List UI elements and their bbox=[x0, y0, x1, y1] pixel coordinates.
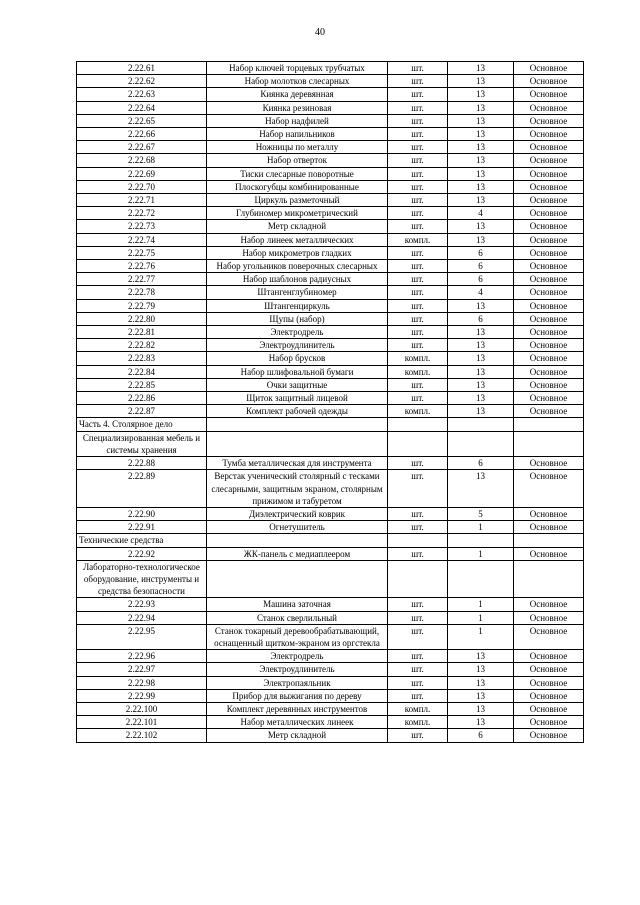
table-row bbox=[77, 194, 584, 207]
item-name-cell: Набор шлифовальной бумаги bbox=[207, 365, 388, 378]
item-name-cell: Набор линеек металлических bbox=[207, 233, 388, 246]
category-cell: Основное bbox=[514, 299, 584, 312]
category-cell: Основное bbox=[514, 167, 584, 180]
item-name-cell: Комплект рабочей одежды bbox=[207, 405, 388, 418]
item-number-cell: 2.22.86 bbox=[77, 392, 207, 405]
category-cell: Основное bbox=[514, 246, 584, 259]
quantity-cell: 13 bbox=[448, 352, 514, 365]
quantity-cell: 13 bbox=[448, 339, 514, 352]
item-number-cell: 2.22.67 bbox=[77, 141, 207, 154]
item-number-cell: 2.22.77 bbox=[77, 273, 207, 286]
table-row bbox=[77, 676, 584, 689]
category-cell: Основное bbox=[514, 180, 584, 193]
table-row bbox=[77, 101, 584, 114]
table-row bbox=[77, 729, 584, 742]
category-cell: Основное bbox=[514, 326, 584, 339]
table-row bbox=[77, 624, 584, 649]
unit-cell: шт. bbox=[388, 101, 448, 114]
category-cell: Основное bbox=[514, 352, 584, 365]
category-cell: Основное bbox=[514, 62, 584, 75]
quantity-cell: 13 bbox=[448, 299, 514, 312]
table-row bbox=[77, 392, 584, 405]
quantity-cell: 6 bbox=[448, 246, 514, 259]
category-cell: Основное bbox=[514, 507, 584, 520]
item-name-cell: Набор отверток bbox=[207, 154, 388, 167]
empty-cell bbox=[207, 560, 388, 598]
category-cell: Основное bbox=[514, 611, 584, 624]
item-number-cell: 2.22.71 bbox=[77, 194, 207, 207]
empty-cell bbox=[388, 431, 448, 456]
unit-cell: шт. bbox=[388, 312, 448, 325]
section-heading: Специализированная мебель и системы хранения bbox=[77, 431, 207, 456]
item-number-cell: 2.22.68 bbox=[77, 154, 207, 167]
table-row bbox=[77, 339, 584, 352]
item-name-cell: Набор брусков bbox=[207, 352, 388, 365]
item-number-cell: 2.22.73 bbox=[77, 220, 207, 233]
unit-cell: шт. bbox=[388, 457, 448, 470]
quantity-cell: 6 bbox=[448, 457, 514, 470]
item-number-cell: 2.22.70 bbox=[77, 180, 207, 193]
unit-cell: шт. bbox=[388, 194, 448, 207]
empty-cell bbox=[207, 418, 388, 431]
empty-cell bbox=[388, 418, 448, 431]
quantity-cell: 4 bbox=[448, 286, 514, 299]
table-row bbox=[77, 260, 584, 273]
quantity-cell: 1 bbox=[448, 598, 514, 611]
item-number-cell: 2.22.63 bbox=[77, 88, 207, 101]
item-name-cell: Верстак ученический столярный с тесками слесарными, защитным экраном, столярным прижимом и табуретом bbox=[207, 470, 388, 508]
part-heading: Часть 4. Столярное дело bbox=[77, 418, 207, 431]
item-number-cell: 2.22.81 bbox=[77, 326, 207, 339]
unit-cell: шт. bbox=[388, 286, 448, 299]
item-name-cell: Метр складной bbox=[207, 220, 388, 233]
unit-cell: шт. bbox=[388, 378, 448, 391]
quantity-cell: 13 bbox=[448, 62, 514, 75]
empty-cell bbox=[448, 431, 514, 456]
category-cell: Основное bbox=[514, 207, 584, 220]
table-row bbox=[77, 62, 584, 75]
item-name-cell: Ножницы по металлу bbox=[207, 141, 388, 154]
unit-cell: шт. bbox=[388, 260, 448, 273]
item-number-cell: 2.22.84 bbox=[77, 365, 207, 378]
item-number-cell: 2.22.82 bbox=[77, 339, 207, 352]
quantity-cell: 1 bbox=[448, 521, 514, 534]
table-row bbox=[77, 611, 584, 624]
category-cell: Основное bbox=[514, 470, 584, 508]
unit-cell: шт. bbox=[388, 507, 448, 520]
category-cell: Основное bbox=[514, 75, 584, 88]
table-row bbox=[77, 689, 584, 702]
table-row bbox=[77, 457, 584, 470]
category-cell: Основное bbox=[514, 141, 584, 154]
table-row bbox=[77, 88, 584, 101]
item-number-cell: 2.22.61 bbox=[77, 62, 207, 75]
category-cell: Основное bbox=[514, 457, 584, 470]
item-number-cell: 2.22.74 bbox=[77, 233, 207, 246]
item-name-cell: Тумба металлическая для инструмента bbox=[207, 457, 388, 470]
item-name-cell: Электродрель bbox=[207, 650, 388, 663]
item-name-cell: Машина заточная bbox=[207, 598, 388, 611]
equipment-table-body bbox=[77, 62, 584, 743]
item-number-cell: 2.22.78 bbox=[77, 286, 207, 299]
quantity-cell: 6 bbox=[448, 729, 514, 742]
item-name-cell: Очки защитные bbox=[207, 378, 388, 391]
item-name-cell: Плоскогубцы комбинированные bbox=[207, 180, 388, 193]
category-cell: Основное bbox=[514, 663, 584, 676]
quantity-cell: 13 bbox=[448, 663, 514, 676]
unit-cell: шт. bbox=[388, 75, 448, 88]
quantity-cell: 13 bbox=[448, 405, 514, 418]
unit-cell: шт. bbox=[388, 246, 448, 259]
empty-cell bbox=[514, 534, 584, 547]
unit-cell: шт. bbox=[388, 624, 448, 649]
item-number-cell: 2.22.94 bbox=[77, 611, 207, 624]
category-cell: Основное bbox=[514, 650, 584, 663]
category-cell: Основное bbox=[514, 339, 584, 352]
table-row bbox=[77, 299, 584, 312]
item-name-cell: Набор шаблонов радиусных bbox=[207, 273, 388, 286]
item-name-cell: Глубиномер микрометрический bbox=[207, 207, 388, 220]
category-cell: Основное bbox=[514, 716, 584, 729]
quantity-cell: 13 bbox=[448, 167, 514, 180]
part-heading: Технические средства bbox=[77, 534, 207, 547]
table-row bbox=[77, 114, 584, 127]
unit-cell: шт. bbox=[388, 273, 448, 286]
item-number-cell: 2.22.90 bbox=[77, 507, 207, 520]
item-number-cell: 2.22.85 bbox=[77, 378, 207, 391]
quantity-cell: 6 bbox=[448, 260, 514, 273]
unit-cell: шт. bbox=[388, 128, 448, 141]
item-number-cell: 2.22.96 bbox=[77, 650, 207, 663]
item-number-cell: 2.22.98 bbox=[77, 676, 207, 689]
item-name-cell: Комплект деревянных инструментов bbox=[207, 702, 388, 715]
category-cell: Основное bbox=[514, 260, 584, 273]
quantity-cell: 13 bbox=[448, 180, 514, 193]
item-number-cell: 2.22.83 bbox=[77, 352, 207, 365]
unit-cell: шт. bbox=[388, 339, 448, 352]
item-number-cell: 2.22.87 bbox=[77, 405, 207, 418]
item-name-cell: Тиски слесарные поворотные bbox=[207, 167, 388, 180]
unit-cell: шт. bbox=[388, 326, 448, 339]
unit-cell: шт. bbox=[388, 611, 448, 624]
category-cell: Основное bbox=[514, 154, 584, 167]
table-row bbox=[77, 273, 584, 286]
table-row bbox=[77, 128, 584, 141]
category-cell: Основное bbox=[514, 521, 584, 534]
table-row bbox=[77, 470, 584, 508]
table-row bbox=[77, 233, 584, 246]
unit-cell: шт. bbox=[388, 598, 448, 611]
empty-cell bbox=[207, 431, 388, 456]
unit-cell: компл. bbox=[388, 716, 448, 729]
category-cell: Основное bbox=[514, 128, 584, 141]
table-row bbox=[77, 521, 584, 534]
item-name-cell: Циркуль разметочный bbox=[207, 194, 388, 207]
part-heading-row bbox=[77, 418, 584, 431]
unit-cell: шт. bbox=[388, 650, 448, 663]
quantity-cell: 13 bbox=[448, 220, 514, 233]
unit-cell: компл. bbox=[388, 365, 448, 378]
item-name-cell: Киянка деревянная bbox=[207, 88, 388, 101]
category-cell: Основное bbox=[514, 378, 584, 391]
quantity-cell: 13 bbox=[448, 154, 514, 167]
item-name-cell: Метр складной bbox=[207, 729, 388, 742]
table-row bbox=[77, 365, 584, 378]
unit-cell: шт. bbox=[388, 141, 448, 154]
item-name-cell: Электродрель bbox=[207, 326, 388, 339]
section-heading: Лабораторно-технологическое оборудование, инструменты и средства безопасности bbox=[77, 560, 207, 598]
category-cell: Основное bbox=[514, 392, 584, 405]
unit-cell: шт. bbox=[388, 220, 448, 233]
unit-cell: шт. bbox=[388, 392, 448, 405]
quantity-cell: 13 bbox=[448, 702, 514, 715]
item-name-cell: Прибор для выжигания по дереву bbox=[207, 689, 388, 702]
item-name-cell: Электроудлинитель bbox=[207, 339, 388, 352]
category-cell: Основное bbox=[514, 624, 584, 649]
item-number-cell: 2.22.62 bbox=[77, 75, 207, 88]
item-number-cell: 2.22.69 bbox=[77, 167, 207, 180]
quantity-cell: 13 bbox=[448, 101, 514, 114]
table-row bbox=[77, 141, 584, 154]
quantity-cell: 13 bbox=[448, 194, 514, 207]
item-name-cell: Электроудлинитель bbox=[207, 663, 388, 676]
item-number-cell: 2.22.99 bbox=[77, 689, 207, 702]
empty-cell bbox=[514, 560, 584, 598]
table-row bbox=[77, 220, 584, 233]
category-cell: Основное bbox=[514, 233, 584, 246]
table-row bbox=[77, 405, 584, 418]
quantity-cell: 6 bbox=[448, 312, 514, 325]
empty-cell bbox=[448, 560, 514, 598]
item-name-cell: Киянка резиновая bbox=[207, 101, 388, 114]
section-heading-row bbox=[77, 560, 584, 598]
category-cell: Основное bbox=[514, 702, 584, 715]
item-number-cell: 2.22.76 bbox=[77, 260, 207, 273]
quantity-cell: 13 bbox=[448, 689, 514, 702]
table-row bbox=[77, 246, 584, 259]
item-name-cell: Станок токарный деревообрабатывающий, оснащенный щитком-экраном из оргстекла bbox=[207, 624, 388, 649]
empty-cell bbox=[448, 534, 514, 547]
quantity-cell: 13 bbox=[448, 114, 514, 127]
quantity-cell: 13 bbox=[448, 233, 514, 246]
item-number-cell: 2.22.66 bbox=[77, 128, 207, 141]
table-row bbox=[77, 663, 584, 676]
table-row bbox=[77, 352, 584, 365]
category-cell: Основное bbox=[514, 312, 584, 325]
category-cell: Основное bbox=[514, 194, 584, 207]
unit-cell: компл. bbox=[388, 352, 448, 365]
table-row bbox=[77, 167, 584, 180]
category-cell: Основное bbox=[514, 547, 584, 560]
table-row bbox=[77, 326, 584, 339]
unit-cell: компл. bbox=[388, 233, 448, 246]
item-number-cell: 2.22.75 bbox=[77, 246, 207, 259]
item-name-cell: Штангенглубиномер bbox=[207, 286, 388, 299]
part-heading-row bbox=[77, 534, 584, 547]
unit-cell: шт. bbox=[388, 154, 448, 167]
item-number-cell: 2.22.97 bbox=[77, 663, 207, 676]
item-number-cell: 2.22.65 bbox=[77, 114, 207, 127]
quantity-cell: 13 bbox=[448, 676, 514, 689]
quantity-cell: 13 bbox=[448, 141, 514, 154]
table-row bbox=[77, 716, 584, 729]
unit-cell: шт. bbox=[388, 689, 448, 702]
unit-cell: шт. bbox=[388, 114, 448, 127]
table-row bbox=[77, 702, 584, 715]
item-name-cell: ЖК-панель с медиаплеером bbox=[207, 547, 388, 560]
unit-cell: шт. bbox=[388, 88, 448, 101]
unit-cell: компл. bbox=[388, 702, 448, 715]
category-cell: Основное bbox=[514, 273, 584, 286]
item-number-cell: 2.22.88 bbox=[77, 457, 207, 470]
table-row bbox=[77, 207, 584, 220]
category-cell: Основное bbox=[514, 676, 584, 689]
category-cell: Основное bbox=[514, 598, 584, 611]
unit-cell: шт. bbox=[388, 62, 448, 75]
item-name-cell: Диэлектрический коврик bbox=[207, 507, 388, 520]
quantity-cell: 13 bbox=[448, 88, 514, 101]
unit-cell: шт. bbox=[388, 663, 448, 676]
unit-cell: шт. bbox=[388, 521, 448, 534]
table-row bbox=[77, 154, 584, 167]
category-cell: Основное bbox=[514, 220, 584, 233]
item-number-cell: 2.22.95 bbox=[77, 624, 207, 649]
category-cell: Основное bbox=[514, 88, 584, 101]
item-number-cell: 2.22.89 bbox=[77, 470, 207, 508]
item-number-cell: 2.22.79 bbox=[77, 299, 207, 312]
unit-cell: шт. bbox=[388, 299, 448, 312]
quantity-cell: 1 bbox=[448, 547, 514, 560]
item-name-cell: Огнетушитель bbox=[207, 521, 388, 534]
item-name-cell: Набор угольников поверочных слесарных bbox=[207, 260, 388, 273]
quantity-cell: 6 bbox=[448, 273, 514, 286]
unit-cell: шт. bbox=[388, 470, 448, 508]
quantity-cell: 13 bbox=[448, 326, 514, 339]
empty-cell bbox=[514, 418, 584, 431]
empty-cell bbox=[514, 431, 584, 456]
item-number-cell: 2.22.80 bbox=[77, 312, 207, 325]
table-row bbox=[77, 378, 584, 391]
unit-cell: компл. bbox=[388, 405, 448, 418]
table-row bbox=[77, 547, 584, 560]
quantity-cell: 13 bbox=[448, 128, 514, 141]
quantity-cell: 13 bbox=[448, 716, 514, 729]
item-name-cell: Набор ключей торцевых трубчатых bbox=[207, 62, 388, 75]
quantity-cell: 13 bbox=[448, 392, 514, 405]
table-row bbox=[77, 180, 584, 193]
item-number-cell: 2.22.101 bbox=[77, 716, 207, 729]
item-number-cell: 2.22.100 bbox=[77, 702, 207, 715]
empty-cell bbox=[448, 418, 514, 431]
table-row bbox=[77, 286, 584, 299]
item-name-cell: Набор напильников bbox=[207, 128, 388, 141]
equipment-table bbox=[76, 61, 584, 743]
unit-cell: шт. bbox=[388, 167, 448, 180]
empty-cell bbox=[207, 534, 388, 547]
unit-cell: шт. bbox=[388, 676, 448, 689]
item-number-cell: 2.22.91 bbox=[77, 521, 207, 534]
quantity-cell: 13 bbox=[448, 650, 514, 663]
quantity-cell: 1 bbox=[448, 624, 514, 649]
item-name-cell: Щупы (набор) bbox=[207, 312, 388, 325]
item-name-cell: Набор микрометров гладких bbox=[207, 246, 388, 259]
unit-cell: шт. bbox=[388, 180, 448, 193]
table-row bbox=[77, 75, 584, 88]
table-row bbox=[77, 312, 584, 325]
item-name-cell: Электропаяльник bbox=[207, 676, 388, 689]
unit-cell: шт. bbox=[388, 729, 448, 742]
item-number-cell: 2.22.64 bbox=[77, 101, 207, 114]
empty-cell bbox=[388, 534, 448, 547]
quantity-cell: 4 bbox=[448, 207, 514, 220]
table-row bbox=[77, 598, 584, 611]
item-name-cell: Набор молотков слесарных bbox=[207, 75, 388, 88]
section-heading-row bbox=[77, 431, 584, 456]
item-number-cell: 2.22.92 bbox=[77, 547, 207, 560]
item-name-cell: Штангенциркуль bbox=[207, 299, 388, 312]
category-cell: Основное bbox=[514, 405, 584, 418]
item-number-cell: 2.22.102 bbox=[77, 729, 207, 742]
category-cell: Основное bbox=[514, 365, 584, 378]
category-cell: Основное bbox=[514, 114, 584, 127]
unit-cell: шт. bbox=[388, 547, 448, 560]
table-row bbox=[77, 650, 584, 663]
category-cell: Основное bbox=[514, 101, 584, 114]
table-row bbox=[77, 507, 584, 520]
page-number: 40 bbox=[315, 27, 325, 38]
item-name-cell: Набор металлических линеек bbox=[207, 716, 388, 729]
empty-cell bbox=[388, 560, 448, 598]
quantity-cell: 13 bbox=[448, 378, 514, 391]
item-name-cell: Станок сверлильный bbox=[207, 611, 388, 624]
quantity-cell: 5 bbox=[448, 507, 514, 520]
quantity-cell: 1 bbox=[448, 611, 514, 624]
item-number-cell: 2.22.93 bbox=[77, 598, 207, 611]
quantity-cell: 13 bbox=[448, 470, 514, 508]
item-name-cell: Щиток защитный лицевой bbox=[207, 392, 388, 405]
category-cell: Основное bbox=[514, 729, 584, 742]
unit-cell: шт. bbox=[388, 207, 448, 220]
quantity-cell: 13 bbox=[448, 75, 514, 88]
category-cell: Основное bbox=[514, 286, 584, 299]
item-name-cell: Набор надфилей bbox=[207, 114, 388, 127]
category-cell: Основное bbox=[514, 689, 584, 702]
item-number-cell: 2.22.72 bbox=[77, 207, 207, 220]
quantity-cell: 13 bbox=[448, 365, 514, 378]
